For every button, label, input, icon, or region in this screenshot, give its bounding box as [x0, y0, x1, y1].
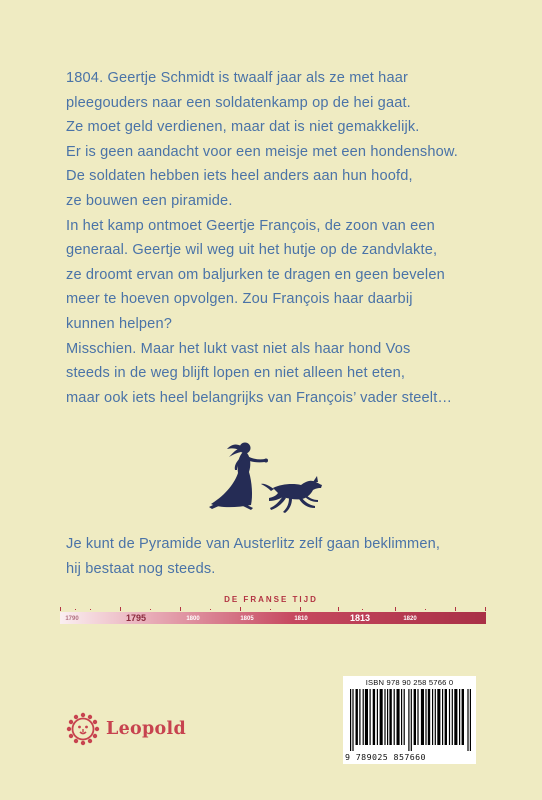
timeline-bar: [60, 612, 486, 624]
timeline-tick: [270, 609, 271, 610]
timeline-tick: [150, 609, 151, 610]
timeline-tick: [90, 609, 91, 610]
timeline-label: 1795: [125, 613, 147, 623]
blurb-line: kunnen helpen?: [66, 315, 172, 332]
timeline-tick: [338, 607, 339, 611]
blurb-line: In het kamp ontmoet Geertje François, de zoon van een: [66, 217, 435, 234]
timeline-tick: [60, 607, 61, 611]
leopold-lion-icon: [66, 712, 100, 746]
blurb-line: steeds in de weg blijft lopen en niet alleen het eten,: [66, 365, 406, 382]
timeline-tick: [240, 607, 241, 611]
publisher-name: Leopold: [106, 719, 187, 739]
closing-text: [66, 532, 440, 581]
blurb-line: ze droomt ervan om baljurken te dragen en geen bevelen: [66, 266, 445, 283]
blurb-line: Ze moet geld verdienen, maar dat is niet gemakkelijk.: [66, 119, 420, 136]
publisher-logo: [66, 712, 186, 746]
isbn-number: ISBN 978 90 258 5766 0: [365, 678, 454, 687]
blurb-text: [66, 66, 496, 410]
timeline-tick: [455, 607, 456, 611]
blurb-line: Misschien. Maar het lukt vast niet als haar hond Vos: [66, 340, 411, 357]
timeline-label: 1790: [65, 616, 79, 622]
blurb-line: pleegouders naar een soldatenkamp op de hei gaat.: [66, 94, 411, 111]
timeline-tick: [120, 607, 121, 611]
barcode-digits: 9 789025 857660: [345, 752, 426, 762]
timeline-tick: [395, 607, 396, 611]
blurb-line: De soldaten hebben iets heel anders aan hun hoofd,: [66, 168, 413, 185]
timeline-tick: [425, 609, 426, 610]
timeline-label: 1805: [240, 616, 254, 622]
closing-line: Je kunt de Pyramide van Austerlitz zelf gaan beklimmen,: [66, 536, 441, 552]
timeline-title: DE FRANSE TIJD: [224, 595, 318, 604]
timeline-label: 1820: [403, 616, 417, 622]
timeline-tick: [300, 607, 301, 611]
timeline-label: 1800: [186, 616, 200, 622]
timeline-label: 1810: [294, 616, 308, 622]
timeline-tick: [210, 609, 211, 610]
timeline-tick: [180, 607, 181, 611]
closing-line: hij bestaat nog steeds.: [66, 560, 216, 577]
blurb-line: ze bouwen een piramide.: [66, 192, 233, 209]
timeline-tick: [485, 607, 486, 611]
isbn-barcode: [343, 676, 476, 764]
barcode-bars: [350, 689, 471, 751]
girl-running-with-dog-silhouette: [205, 438, 325, 518]
timeline-label: 1813: [349, 613, 371, 623]
blurb-line: 1804. Geertje Schmidt is twaalf jaar als ze met haar: [66, 70, 408, 86]
blurb-line: maar ook iets heel belangrijks van François’ vader steelt…: [66, 389, 453, 406]
timeline-tick: [75, 609, 76, 610]
blurb-line: Er is geen aandacht voor een meisje met een hondenshow.: [66, 143, 458, 160]
blurb-line: meer te hoeven opvolgen. Zou François haar daarbij: [66, 291, 413, 308]
timeline-tick: [362, 609, 363, 610]
blurb-line: generaal. Geertje wil weg uit het hutje op de zandvlakte,: [66, 242, 438, 259]
